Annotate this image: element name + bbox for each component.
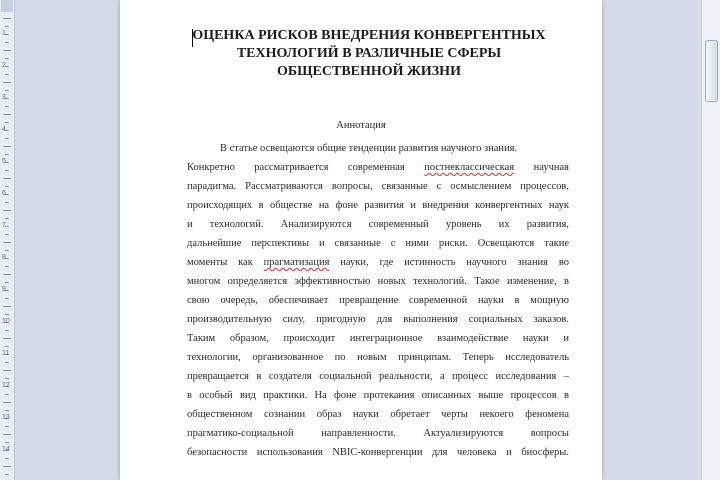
ruler-tick — [3, 434, 11, 435]
ruler-tick — [5, 26, 9, 27]
ruler-tick — [5, 410, 9, 411]
ruler-number: 6 — [2, 190, 6, 197]
ruler-tick — [5, 106, 9, 107]
body-line: превращается в создателя социальной реальности, а процесс исследования – — [187, 371, 569, 382]
ruler-tick — [3, 210, 11, 211]
body-line: Таким образом, происходит интеграционное взаимодействие науки и — [187, 333, 569, 344]
body-line: безопасности использования NBIC-конвергенции для человека и биосферы. — [187, 447, 569, 458]
body-line: производительную силу, пригодную для выполнения социальных заказов. — [187, 314, 569, 325]
ruler-tick — [5, 202, 9, 203]
ruler-tick — [5, 282, 9, 283]
misspelled-word[interactable]: прагматизация — [263, 257, 330, 268]
body-line: технологии, организованное по новым принципам. Теперь исследователь — [187, 352, 569, 363]
ruler-tick — [5, 218, 9, 219]
ruler-tick — [5, 234, 9, 235]
ruler-tick — [5, 362, 9, 363]
ruler-tick — [3, 114, 11, 115]
ruler-tick — [3, 370, 11, 371]
vertical-ruler[interactable] — [0, 0, 15, 480]
document-page[interactable] — [120, 0, 602, 480]
ruler-number: 3 — [2, 94, 6, 101]
ruler-number: 10 — [2, 318, 10, 325]
body-line: парадигма. Рассматриваются вопросы, связанные с осмыслением процессов, — [187, 181, 569, 192]
ruler-tick — [5, 378, 9, 379]
ruler-number: 9 — [2, 286, 6, 293]
body-line: дальнейшие перспективы и связанные с ними риски. Освещаются такие — [187, 238, 569, 249]
ruler-number: 7 — [2, 222, 6, 229]
ruler-tick — [5, 266, 9, 267]
ruler-margin-shade — [1, 0, 13, 12]
vertical-scrollbar[interactable] — [701, 0, 720, 480]
ruler-number: 8 — [2, 254, 6, 261]
ruler-number: 13 — [2, 414, 10, 421]
ruler-tick — [5, 442, 9, 443]
title-line-1: ОЦЕНКА РИСКОВ ВНЕДРЕНИЯ КОНВЕРГЕНТНЫХ — [192, 28, 546, 43]
ruler-tick — [3, 274, 11, 275]
ruler-tick — [3, 18, 11, 19]
ruler-tick — [5, 90, 9, 91]
body-line: прагматико-социальной направленности. Актуализируются вопросы — [187, 428, 569, 439]
body-line: В статье освещаются общие тенденции развития научного знания. — [220, 143, 518, 154]
ruler-tick — [5, 170, 9, 171]
ruler-number: 12 — [2, 382, 10, 389]
ruler-tick — [5, 122, 9, 123]
body-line: свою очередь, обеспечивает превращение современной науки в мощную — [187, 295, 569, 306]
ruler-tick — [3, 402, 11, 403]
ruler-tick — [3, 146, 11, 147]
ruler-tick — [5, 314, 9, 315]
ruler-tick — [5, 474, 9, 475]
ruler-number: 11 — [2, 350, 10, 357]
ruler-tick — [3, 466, 11, 467]
title-line-3: ОБЩЕСТВЕННОЙ ЖИЗНИ — [277, 64, 461, 79]
ruler-tick — [5, 74, 9, 75]
ruler-tick — [5, 186, 9, 187]
ruler-number: 5 — [2, 158, 6, 165]
ruler-tick — [3, 178, 11, 179]
ruler-tick — [5, 42, 9, 43]
ruler-tick — [5, 298, 9, 299]
ruler-tick — [3, 338, 11, 339]
ruler-tick — [5, 346, 9, 347]
body-line: и технологий. Анализируются современный уровень их развития, — [187, 219, 569, 230]
title-line-2: ТЕХНОЛОГИЙ В РАЗЛИЧНЫЕ СФЕРЫ — [236, 46, 502, 61]
ruler-tick — [5, 58, 9, 59]
document-title — [180, 27, 558, 81]
body-line: Конкретно рассматривается современная постнеклассическая научная — [187, 162, 569, 173]
body-line: многом определяется эффективностью новых технологий. Такое изменение, в — [187, 276, 569, 287]
abstract-heading: Аннотация — [336, 120, 386, 131]
scroll-thumb[interactable] — [705, 40, 718, 102]
ruler-number: 4 — [2, 126, 6, 133]
ruler-number: 1 — [2, 30, 6, 37]
ruler-tick — [5, 426, 9, 427]
ruler-tick — [5, 330, 9, 331]
ruler-tick — [5, 250, 9, 251]
ruler-tick — [3, 306, 11, 307]
body-line: моменты как прагматизация науки, где истинность научного знания во — [187, 257, 569, 268]
ruler-tick — [5, 154, 9, 155]
misspelled-word[interactable]: постнеклассическая — [424, 162, 515, 173]
body-line: общественном сознании образ науки обретает черты некоего феномена — [187, 409, 569, 420]
ruler-tick — [3, 50, 11, 51]
ruler-tick — [5, 138, 9, 139]
ruler-number: 2 — [2, 62, 6, 69]
body-line: происходящих в обществе на фоне развития и внедрения конвергентных наук — [187, 200, 569, 211]
ruler-number: 14 — [2, 446, 10, 453]
ruler-tick — [3, 82, 11, 83]
ruler-tick — [5, 458, 9, 459]
ruler-tick — [3, 242, 11, 243]
body-line: в особый вид практики. На фоне протекания описанных выше процессов в — [187, 390, 569, 401]
ruler-tick — [5, 394, 9, 395]
